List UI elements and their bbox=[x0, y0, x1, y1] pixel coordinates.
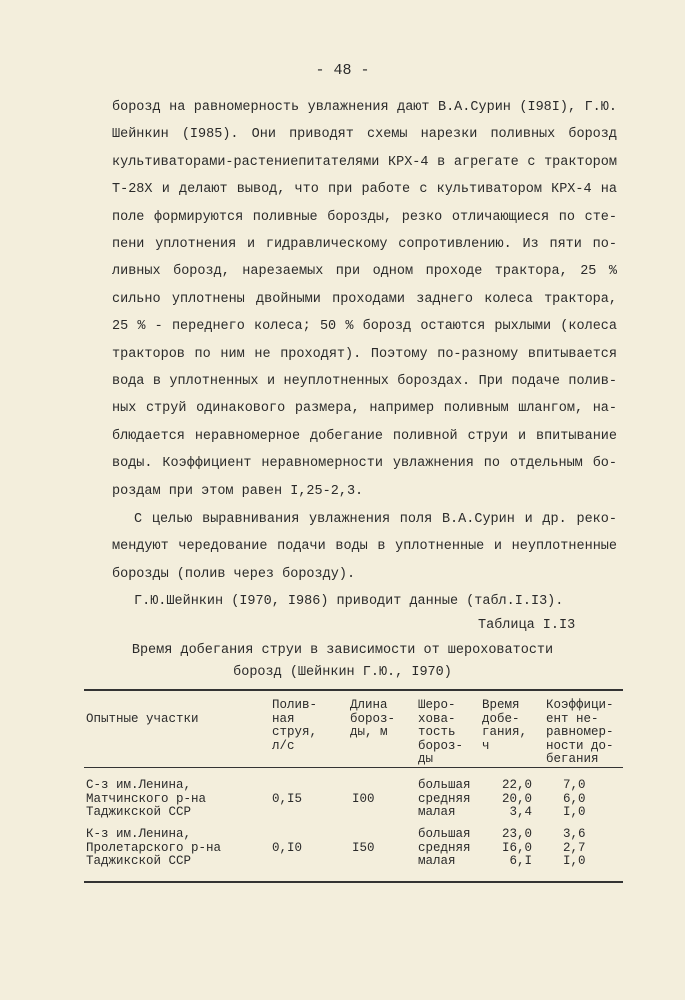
text-line: культиваторами-растениепитателями КРХ-4 в агрегате с трактором bbox=[112, 154, 617, 170]
text-line: Шейнкин (I985). Они приводят схемы нарезки поливных борозд bbox=[112, 127, 617, 143]
text-line: тракторов по ним не проходят). Поэтому по-разному впитывается bbox=[112, 346, 617, 362]
table-top-rule bbox=[84, 689, 623, 691]
text-line: воды. Коэффициент неравномерности увлажнения по отдельным бо- bbox=[112, 456, 617, 472]
paragraph-3 bbox=[112, 588, 617, 615]
text-line: ливных борозд, нарезаемых при одном проходе трактора, 25 % bbox=[112, 264, 617, 280]
table-bottom-rule bbox=[84, 881, 623, 883]
text-line: 25 % - переднего колеса; 50 % борозд остаются рыхлыми (колеса bbox=[112, 319, 617, 335]
text-line: мендуют чередование подачи воды в уплотненные и неуплотненные bbox=[112, 539, 617, 555]
row2-roughness: большая средняя малая bbox=[418, 827, 471, 868]
text-line: борозд на равномерность увлажнения дают В.А.Сурин (I98I), Г.Ю. bbox=[112, 100, 617, 115]
text-line: С целью выравнивания увлажнения поля В.А.Сурин и др. реко- bbox=[134, 512, 617, 527]
text-line: пени уплотнения и гидравлическому сопротивлению. Из пяти по- bbox=[112, 237, 617, 253]
row2-time: 23,0 I6,0 6,I bbox=[501, 827, 532, 868]
row2-length: I50 bbox=[352, 841, 375, 855]
row1-time: 22,0 20,0 3,4 bbox=[501, 778, 532, 819]
text-line: ных струй одинакового размера, например поливным шлангом, на- bbox=[112, 401, 617, 417]
text-line: блюдается неравномерное добегание поливной струи и впитывание bbox=[112, 428, 617, 444]
row1-roughness: большая средняя малая bbox=[418, 778, 471, 819]
text-line: сильно уплотнены двойными проходами заднего колеса трактора, bbox=[112, 291, 617, 307]
row1-flow: 0,I5 bbox=[272, 792, 303, 806]
caption-line: Время добегания струи в зависимости от шероховатости bbox=[131, 643, 554, 658]
header-flow: Полив- ная струя, л/с bbox=[272, 698, 318, 753]
text-line: роздам при этом равен I,25-2,3. bbox=[112, 483, 364, 499]
row1-length: I00 bbox=[352, 792, 375, 806]
table-number: Таблица I.I3 bbox=[478, 618, 576, 633]
row2-coefficient: 3,6 2,7 I,0 bbox=[563, 827, 586, 868]
header-time: Время добе- гания, ч bbox=[482, 698, 528, 753]
text-line: Г.Ю.Шейнкин (I970, I986) приводит данные (табл.I.I3). bbox=[134, 594, 564, 609]
header-length: Длина бороз- ды, м bbox=[350, 698, 396, 739]
header-sites: Опытные участки bbox=[86, 712, 199, 726]
header-roughness: Шеро- хова- тость бороз- ды bbox=[418, 698, 464, 766]
paragraph-1 bbox=[112, 94, 617, 505]
paragraph-2 bbox=[112, 506, 617, 588]
caption-line: борозд (Шейнкин Г.Ю., I970) bbox=[233, 665, 452, 680]
row1-site: С-з им.Ленина, Матчинского р-на Таджикской ССР bbox=[86, 778, 207, 819]
row1-coefficient: 7,0 6,0 I,0 bbox=[563, 778, 586, 819]
text-line: Т-28Х и делают вывод, что при работе с культиватором КРХ-4 на bbox=[112, 182, 617, 198]
text-line: поле формируются поливные борозды, резко отличающиеся по сте- bbox=[112, 209, 617, 225]
header-coefficient: Коэффици- ент не- равномер- ности до- бегания bbox=[546, 698, 614, 766]
text-line: вода в уплотненных и неуплотненных бороздах. При подаче полив- bbox=[112, 374, 617, 390]
row2-site: К-з им.Ленина, Пролетарского р-на Таджикской ССР bbox=[86, 827, 222, 868]
row2-flow: 0,I0 bbox=[272, 841, 303, 855]
table-caption bbox=[0, 640, 685, 684]
table-header-rule bbox=[84, 767, 623, 768]
page-number: - 48 - bbox=[315, 62, 370, 79]
text-line: борозды (полив через борозду). bbox=[112, 566, 356, 582]
